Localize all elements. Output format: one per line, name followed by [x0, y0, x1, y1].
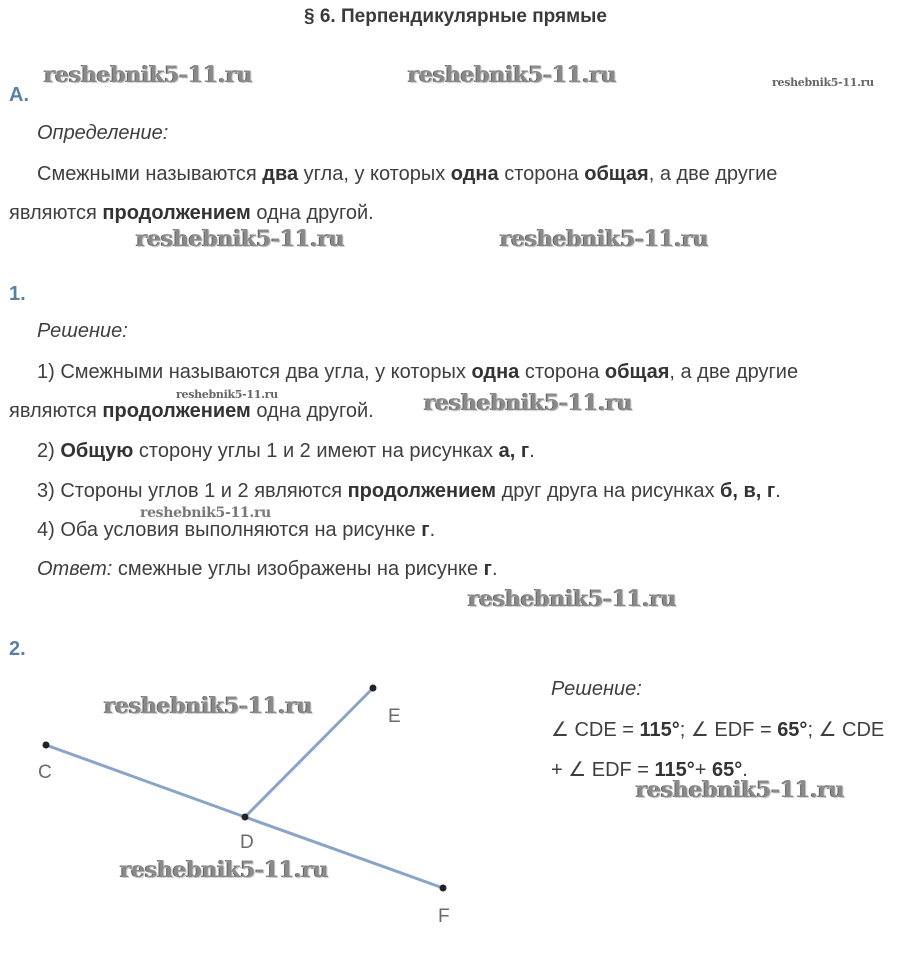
watermark: reshebnik5-11.ru [176, 388, 278, 401]
point-label-e: E [388, 706, 401, 727]
watermark: reshebnik5-11.ru [424, 390, 633, 416]
point-label-d: D [240, 832, 254, 853]
solution-2-line-1: ∠ CDE = 115°; ∠ EDF = 65°; ∠ CDE [551, 719, 885, 741]
point-f [440, 885, 447, 892]
watermark: reshebnik5-11.ru [468, 586, 677, 612]
watermark: reshebnik5-11.ru [104, 693, 313, 719]
answer-line: Ответ: смежные углы изображены на рисунке г. [37, 558, 498, 580]
segment-cd [46, 745, 245, 817]
watermark: reshebnik5-11.ru [136, 226, 345, 252]
definition-line-2: являются продолжением одна другой. [9, 202, 374, 224]
page-title: § 6. Перпендикулярные прямые [304, 6, 607, 27]
watermark: reshebnik5-11.ru [140, 505, 271, 521]
solution-step-3: 3) Стороны углов 1 и 2 являются продолжением друг друга на рисунках б, в, г. [37, 480, 781, 502]
solution-step-1b: являются продолжением одна другой. [9, 400, 374, 422]
definition-heading: Определение: [37, 122, 169, 144]
watermark: reshebnik5-11.ru [44, 62, 253, 88]
watermark: reshebnik5-11.ru [636, 777, 845, 803]
watermark: reshebnik5-11.ru [120, 857, 329, 883]
solution-2-line-2: + ∠ EDF = 115°+ 65°. [551, 759, 748, 781]
point-e [370, 685, 377, 692]
solution-step-4: 4) Оба условия выполняются на рисунке г. [37, 519, 436, 541]
definition-line-1: Смежными называются два угла, у которых одна сторона общая, а две другие [37, 163, 778, 185]
section-label-a: А. [9, 84, 29, 106]
solution-2-heading: Решение: [551, 678, 642, 700]
solution-step-1a: 1) Смежными называются два угла, у которых одна сторона общая, а две другие [37, 361, 799, 383]
section-label-1: 1. [9, 283, 26, 305]
point-c [43, 742, 50, 749]
section-label-2: 2. [9, 638, 26, 660]
watermark: reshebnik5-11.ru [772, 76, 874, 89]
watermark: reshebnik5-11.ru [500, 226, 709, 252]
point-d [242, 814, 249, 821]
solution-step-2: 2) Общую сторону углы 1 и 2 имеют на рисунках а, г. [37, 440, 535, 462]
point-label-c: C [38, 762, 52, 783]
solution-heading: Решение: [37, 320, 128, 342]
watermark: reshebnik5-11.ru [408, 62, 617, 88]
point-label-f: F [438, 906, 450, 927]
